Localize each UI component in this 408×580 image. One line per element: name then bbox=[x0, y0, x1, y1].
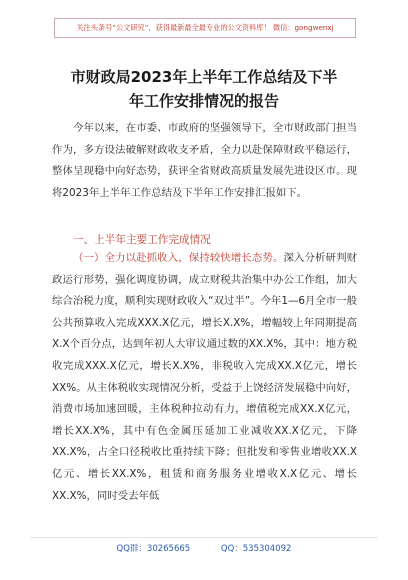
document-title-line-2: 年工作安排情况的报告 bbox=[128, 92, 279, 110]
subsection-paragraph-1 bbox=[52, 248, 357, 507]
footer-qq-group: QQ群：30265665 bbox=[116, 544, 191, 554]
footer-contacts bbox=[0, 542, 408, 554]
footer-qq: QQ：535304092 bbox=[220, 544, 292, 554]
intro-paragraph: 今年以来，在市委、市政府的坚强领导下，全市财政部门担当作为，多方设法破解财政收支矛盾，全力以赴保障财政平稳运行，整体呈现稳中向好态势，获评全省财政高质量发展先进设区市。现将2023年上半年工作总结及下半年工作安排汇报如下。 bbox=[52, 122, 357, 199]
subsection-heading-1: （一）全力以赴抓收入，保持较快增长态势。 bbox=[73, 252, 284, 264]
promo-banner: 关注头条号“公文研究”，获得最新最全最专业的公文资料库！ 微信：gongwenxj bbox=[54, 18, 356, 38]
footer-divider bbox=[30, 537, 378, 538]
document-title-line-1: 市财政局2023年上半年工作总结及下半 bbox=[70, 68, 338, 86]
section-heading-1: 一、上半年主要工作完成情况 bbox=[73, 234, 211, 246]
subsection-body-1: 深入分析研判财政运行形势，强化调度协调，成立财税共治集中办公工作组，加大综合治税力度，顺利实现财政收入“双过半”。今年1—6月全市一般公共预算收入完成XXX.X亿元，增长X.X%，增幅较上年同期提高X.X个百分点，达到年初人大审议通过数的XX.X%，其中：地方税收完成XXX.X亿元，增长X.X%，非税收入完成XX.X亿元，增长XX%。从主体税收实现情况分析，受益于上饶经济发展稳中向好，消费市场加速回暖，主体税种拉动有力，增值税完成XX.X亿元，增长XX.X%，其中有色金属压延加工业减收XX.X亿元，下降XX.X%，占全口径税收比重持续下降；但批发和零售业增收XX.X亿元、增长XX.X%，租赁和商务服务业增收X.X亿元、增长XX.X%，同时受去年低 bbox=[52, 252, 357, 502]
